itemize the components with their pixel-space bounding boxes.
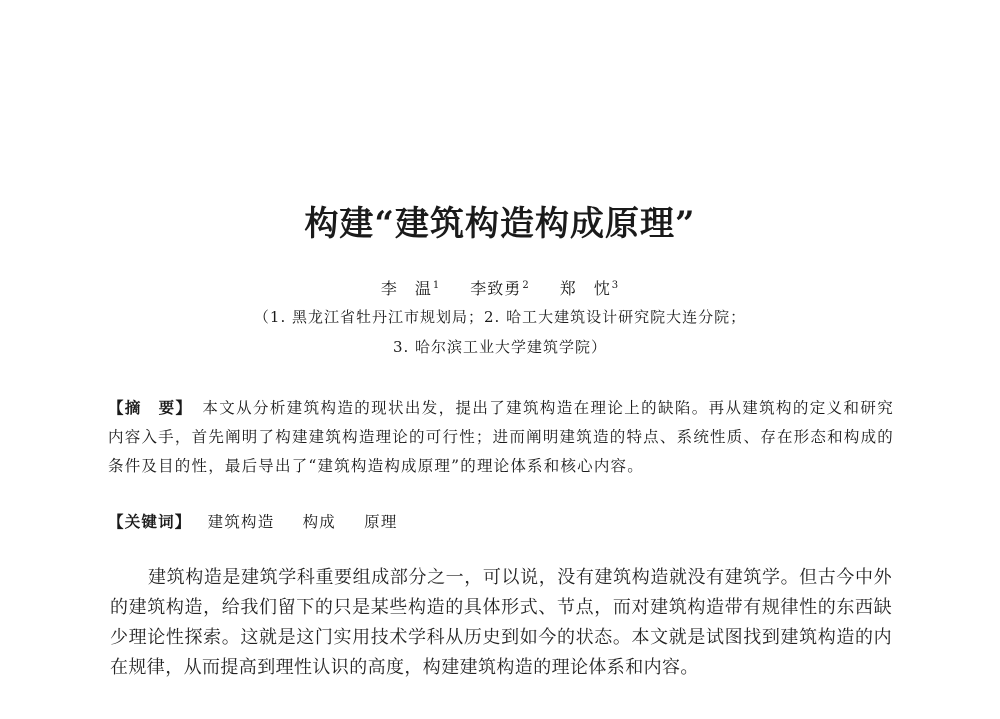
abstract-text: 本文从分析建筑构造的现状出发，提出了建筑构造在理论上的缺陷。再从建筑构的定义和研究内容入手，首先阐明了构建建筑构造理论的可行性；进而阐明建筑造的特点、系统性质、存在形态和构成的条件及目的性，最后导出了“建筑构造构成原理”的理论体系和核心内容。	[108, 399, 894, 475]
affiliation-mark: 2	[522, 279, 530, 291]
keywords	[108, 510, 420, 532]
author-name: 郑 忱	[559, 279, 611, 298]
author-1	[381, 276, 440, 299]
body-paragraph: 建筑构造是建筑学科重要组成部分之一，可以说，没有建筑构造就没有建筑学。但古今中外的建筑构造，给我们留下的只是某些构造的具体形式、节点，而对建筑构造带有规律性的东西缺少理论性探索。这就是这门实用技术学科从历史到如今的状态。本文就是试图找到建筑构造的内在规律，从而提高到理性认识的高度，构建建筑构造的理论体系和内容。	[110, 567, 892, 678]
author-2	[470, 276, 529, 299]
author-name: 李 温	[380, 279, 432, 298]
author-name: 李致勇	[470, 279, 522, 298]
affiliation-mark: 1	[432, 279, 441, 291]
keyword: 建筑构造	[207, 513, 275, 531]
keyword: 构成	[302, 513, 337, 531]
abstract-label: 【摘 要】	[108, 399, 193, 417]
keywords-label: 【关键词】	[108, 513, 192, 531]
affiliations-line-2: 3. 哈尔滨工业大学建筑学院）	[392, 338, 608, 356]
affiliation-mark: 3	[611, 279, 620, 291]
affiliations-line-1: （1. 黑龙江省牡丹江市规划局；2. 哈工大建筑设计研究院大连分院；	[253, 308, 747, 326]
author-list	[0, 276, 1000, 299]
author-3	[560, 276, 619, 299]
paper-title: 构建“建筑构造构成原理”	[304, 204, 696, 244]
abstract	[108, 394, 894, 481]
keyword: 原理	[364, 513, 398, 531]
